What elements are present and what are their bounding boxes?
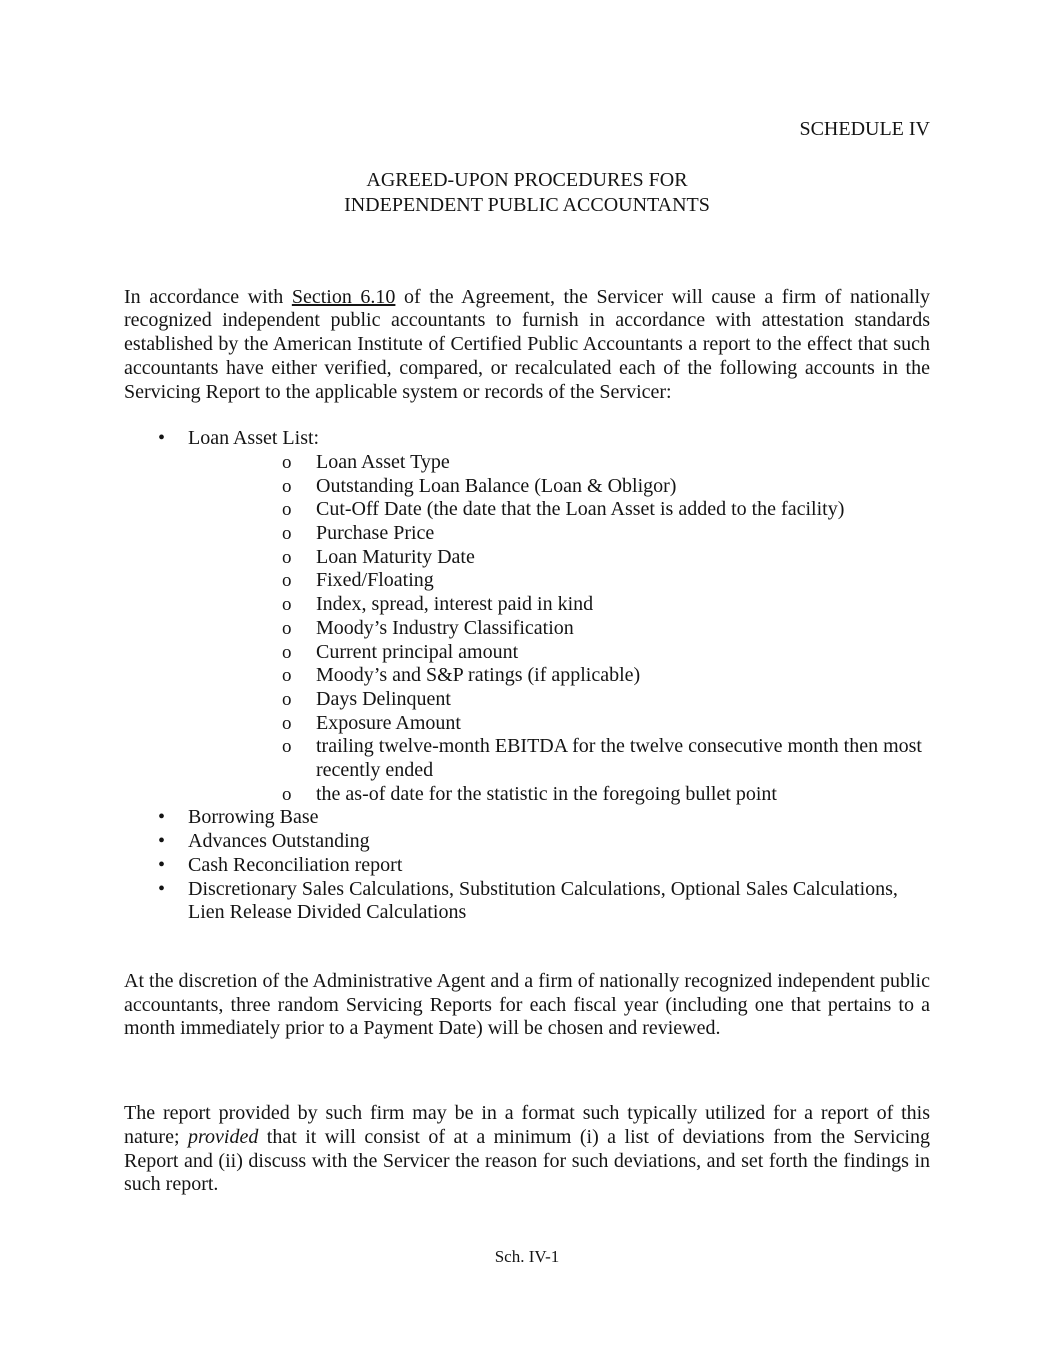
report-format-after: that it will consist of at a minimum (i) a list of deviations from the Servicing Report and (ii) discuss with the Servicer the reason for such deviations, and set forth the findings in such report. xyxy=(124,1125,931,1196)
sub-list-item-label: Outstanding Loan Balance (Loan & Obligor) xyxy=(316,474,677,497)
sub-list-item xyxy=(188,783,930,807)
sub-list-item-label: Loan Maturity Date xyxy=(316,545,475,568)
discretion-paragraph: At the discretion of the Administrative Agent and a firm of nationally recognized independent public accountants, three random Servicing Reports for each fiscal year (including one that pertains to a month immediately prior to a Payment Date) will be chosen and reviewed. xyxy=(124,969,930,1040)
intro-paragraph-before: In accordance with xyxy=(124,285,292,308)
sub-list-item xyxy=(188,664,930,688)
circle-bullet-marker: o xyxy=(282,665,292,687)
list-item-label: Borrowing Base xyxy=(188,806,319,829)
list-item-label: Advances Outstanding xyxy=(188,830,370,853)
sub-list-item-label: Current principal amount xyxy=(316,640,519,663)
sub-list-item xyxy=(188,735,930,782)
sub-list-item xyxy=(188,593,930,617)
circle-bullet-marker: o xyxy=(282,641,292,663)
circle-bullet-marker: o xyxy=(282,451,292,473)
section-reference: Section 6.10 xyxy=(291,285,396,308)
sub-list-item xyxy=(188,546,930,570)
sub-list-item xyxy=(188,498,930,522)
circle-bullet-marker: o xyxy=(282,783,292,805)
report-format-before: The report provided by such firm may be in a format such typically utilized for a report of this nature; xyxy=(124,1102,930,1148)
document-title-line-2: INDEPENDENT PUBLIC ACCOUNTANTS xyxy=(344,193,710,216)
loan-asset-sublist xyxy=(188,451,930,807)
sub-list-item xyxy=(188,688,930,712)
bullet-marker: • xyxy=(158,427,166,450)
sub-list-item-label: Days Delinquent xyxy=(316,687,451,710)
bullet-marker: • xyxy=(158,853,166,876)
sub-list-item-label: Moody’s and S&P ratings (if applicable) xyxy=(316,664,641,687)
sub-list-item-label: Exposure Amount xyxy=(316,711,461,734)
circle-bullet-marker: o xyxy=(282,475,292,497)
intro-paragraph-after: of the Agreement, the Servicer will cause a firm of nationally recognized independent public accountants to furnish in accordance with attestation standards established by the American Institute of Certified Public Accountants a report to the effect that such accountants have either verified, compared, or recalculated each of the following accounts in the Servicing Report to the applicable system or records of the Servicer: xyxy=(124,285,930,403)
circle-bullet-marker: o xyxy=(282,546,292,568)
list-item xyxy=(124,830,930,854)
document-title xyxy=(124,168,930,218)
sub-list-item xyxy=(188,712,930,736)
circle-bullet-marker: o xyxy=(282,570,292,592)
bullet-marker: • xyxy=(158,830,166,853)
sub-list-item-label: the as-of date for the statistic in the foregoing bullet point xyxy=(316,782,777,805)
sub-list-item xyxy=(188,522,930,546)
list-item xyxy=(124,878,930,925)
provided-emphasis: provided xyxy=(187,1125,259,1148)
sub-list-item xyxy=(188,451,930,475)
sub-list-item xyxy=(188,569,930,593)
bullet-marker: • xyxy=(158,877,166,900)
bullet-marker: • xyxy=(158,806,166,829)
report-format-paragraph xyxy=(124,1102,930,1197)
sub-list-item-label: Cut-Off Date (the date that the Loan Asset is added to the facility) xyxy=(316,498,845,521)
list-item-label: Discretionary Sales Calculations, Substitution Calculations, Optional Sales Calculations, Lien Release Divided Calculations xyxy=(188,877,898,924)
circle-bullet-marker: o xyxy=(282,712,292,734)
circle-bullet-marker: o xyxy=(282,523,292,545)
circle-bullet-marker: o xyxy=(282,736,292,758)
list-item xyxy=(124,854,930,878)
sub-list-item-label: Moody’s Industry Classification xyxy=(316,616,574,639)
procedures-list xyxy=(124,427,930,925)
sub-list-item-label: trailing twelve-month EBITDA for the twelve consecutive month then most recently ended xyxy=(316,735,922,782)
sub-list-item-label: Fixed/Floating xyxy=(316,569,434,592)
sub-list-item xyxy=(188,641,930,665)
document-title-line-1: AGREED-UPON PROCEDURES FOR xyxy=(366,168,688,191)
intro-paragraph xyxy=(124,286,930,405)
circle-bullet-marker: o xyxy=(282,499,292,521)
sub-list-item-label: Purchase Price xyxy=(316,522,435,545)
sub-list-item xyxy=(188,475,930,499)
list-item-label: Cash Reconciliation report xyxy=(188,853,403,876)
circle-bullet-marker: o xyxy=(282,594,292,616)
sub-list-item-label: Index, spread, interest paid in kind xyxy=(316,593,594,616)
list-item-label: Loan Asset List: xyxy=(188,427,320,450)
circle-bullet-marker: o xyxy=(282,617,292,639)
page-number: Sch. IV-1 xyxy=(494,1246,560,1266)
schedule-heading: SCHEDULE IV xyxy=(799,118,930,140)
list-item xyxy=(124,427,930,806)
list-item xyxy=(124,806,930,830)
circle-bullet-marker: o xyxy=(282,688,292,710)
sub-list-item xyxy=(188,617,930,641)
sub-list-item-label: Loan Asset Type xyxy=(316,450,450,473)
